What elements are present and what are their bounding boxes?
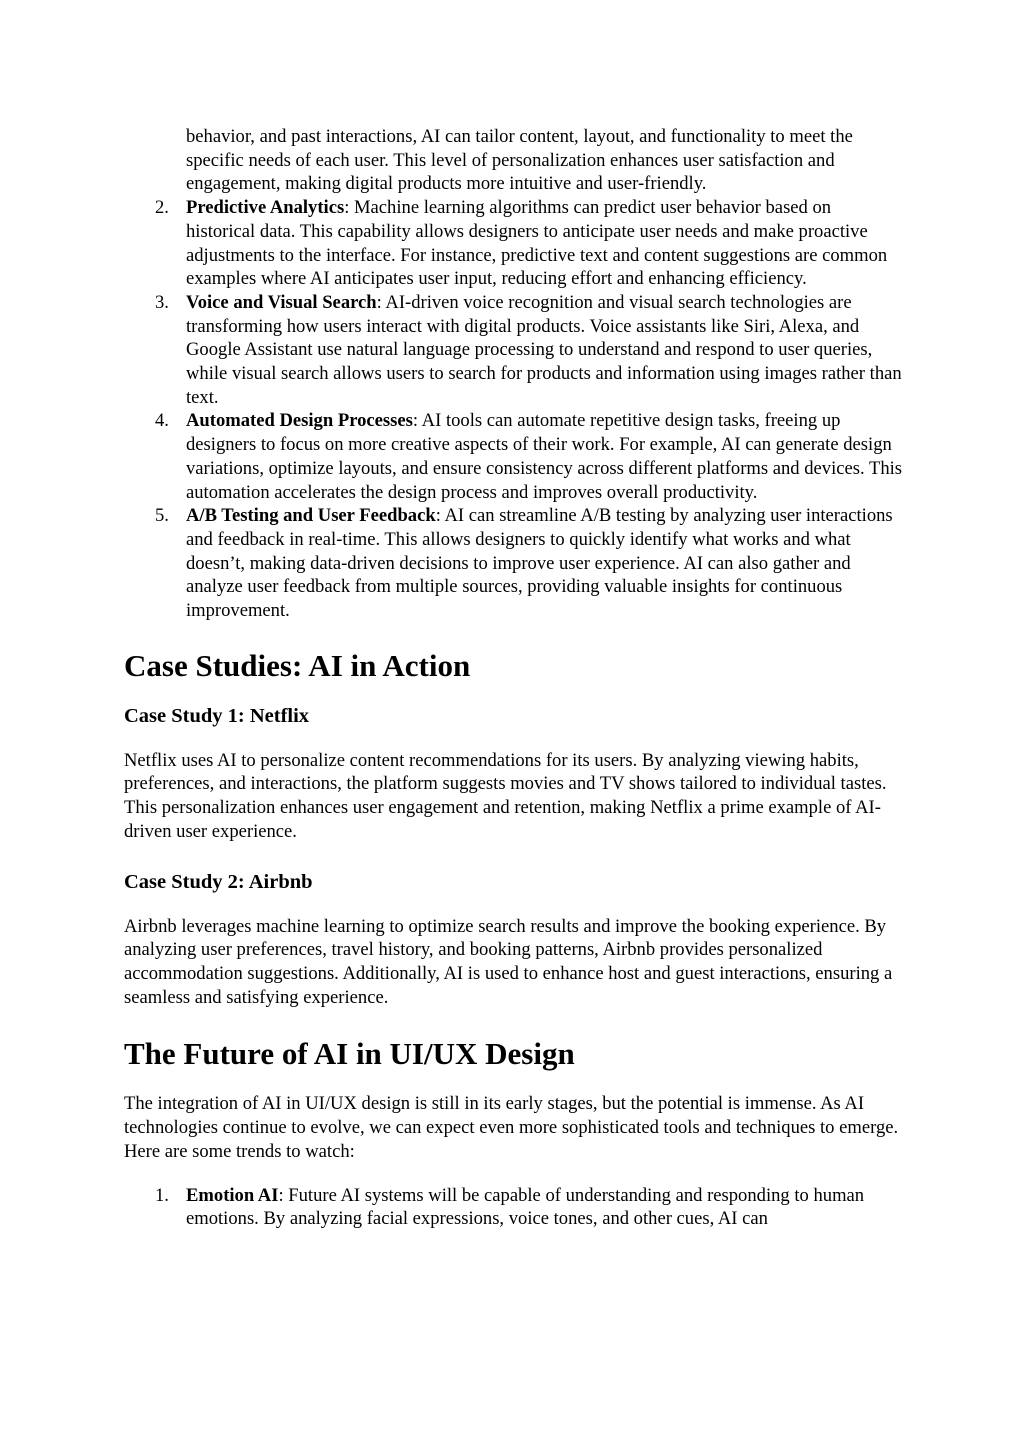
list-number: 2. bbox=[155, 197, 169, 219]
list-item-title: Predictive Analytics bbox=[186, 197, 345, 219]
list-item-continuation bbox=[124, 125, 904, 196]
document-page bbox=[124, 125, 904, 1231]
list-item-automated-design bbox=[124, 409, 904, 504]
list-item-predictive-analytics bbox=[124, 196, 904, 291]
list-item-text: : Future AI systems will be capable of understanding and responding to human emotions. By analyzing facial expressions, voice tones, and other cues, AI can bbox=[186, 1184, 865, 1230]
list-number: 3. bbox=[155, 291, 169, 313]
list-item-text: : AI tools can automate repetitive design tasks, freeing up designers to focus on more creative aspects of their work. For example, AI can generate design variations, optimize layouts, and ensure consistency across different platforms and devices. This automation accelerates the design process and improves overall productivity. bbox=[186, 410, 903, 503]
case-studies-heading: Case Studies: AI in Action bbox=[124, 647, 471, 683]
list-number: 5. bbox=[155, 505, 169, 527]
list-item-text: behavior, and past interactions, AI can tailor content, layout, and functionality to meet the specific needs of each user. This level of personalization enhances user satisfaction and engagement, making digital products more intuitive and user-friendly. bbox=[186, 126, 853, 195]
list-number: 4. bbox=[155, 410, 169, 432]
list-item-title: Emotion AI bbox=[186, 1184, 279, 1206]
features-list bbox=[124, 196, 904, 623]
case-study-2-text: Airbnb leverages machine learning to optimize search results and improve the booking experience. By analyzing user preferences, travel history, and booking patterns, Airbnb provides personalized accommodation suggestions. Additionally, AI is used to enhance host and guest interactions, ensuring a seamless and satisfying experience. bbox=[124, 915, 893, 1008]
list-item-emotion-ai bbox=[124, 1184, 904, 1231]
list-item-ab-testing bbox=[124, 504, 904, 623]
list-item-text: : Machine learning algorithms can predict user behavior based on historical data. This capability allows designers to anticipate user needs and make proactive adjustments to the interface. For instance, predictive text and content suggestions are common examples where AI anticipates user input, reducing effort and enhancing efficiency. bbox=[186, 197, 888, 290]
trends-list bbox=[124, 1184, 904, 1231]
list-number: 1. bbox=[155, 1184, 169, 1206]
list-item-text: : AI-driven voice recognition and visual search technologies are transforming how users interact with digital products. Voice assistants like Siri, Alexa, and Google Assistant use natural language processing to understand and respond to user queries, while visual search allows users to search for products and information using images rather than text. bbox=[186, 291, 902, 408]
case-study-1-text: Netflix uses AI to personalize content recommendations for its users. By analyzing viewing habits, preferences, and interactions, the platform suggests movies and TV shows tailored to individual tastes. This personalization enhances user engagement and retention, making Netflix a prime example of AI-driven user experience. bbox=[124, 749, 887, 842]
future-heading: The Future of AI in UI/UX Design bbox=[124, 1036, 575, 1072]
list-item-voice-visual-search bbox=[124, 291, 904, 410]
case-study-2-heading: Case Study 2: Airbnb bbox=[124, 870, 313, 893]
list-item-text: : AI can streamline A/B testing by analyzing user interactions and feedback in real-time. This allows designers to quickly identify what works and what doesn’t, making data-driven decisions to improve user experience. AI can also gather and analyze user feedback from multiple sources, providing valuable insights for continuous improvement. bbox=[186, 505, 893, 622]
list-item-title: Automated Design Processes bbox=[186, 410, 413, 432]
list-item-title: A/B Testing and User Feedback bbox=[186, 505, 436, 527]
future-intro: The integration of AI in UI/UX design is still in its early stages, but the potential is immense. As AI technologies continue to evolve, we can expect even more sophisticated tools and techniques to emerge. Here are some trends to watch: bbox=[124, 1093, 899, 1162]
list-item-title: Voice and Visual Search bbox=[186, 291, 377, 313]
case-study-1-heading: Case Study 1: Netflix bbox=[124, 704, 310, 727]
